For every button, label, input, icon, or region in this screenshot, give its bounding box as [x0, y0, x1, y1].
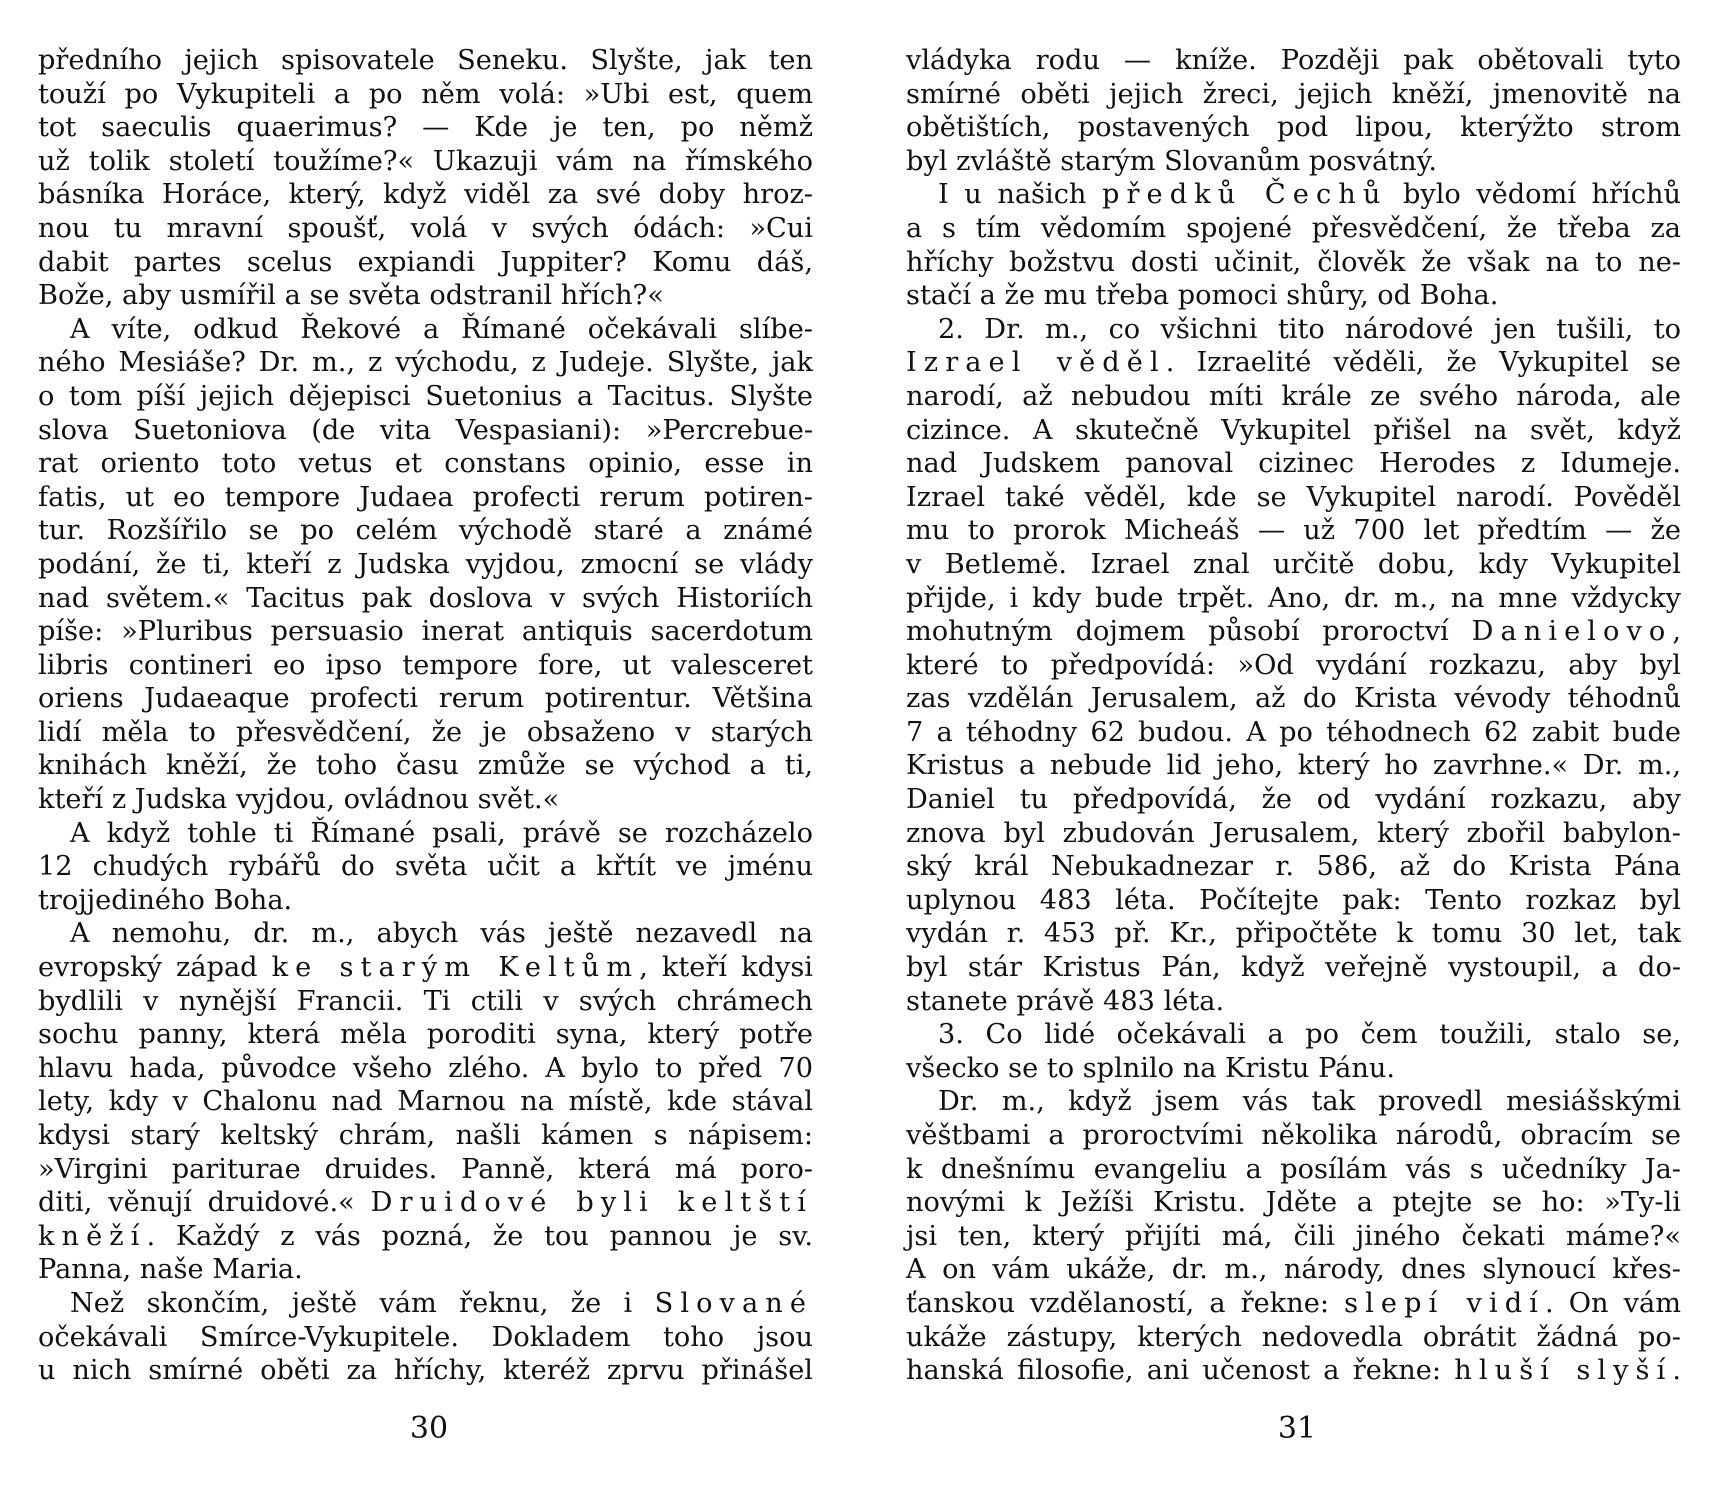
text-segment: Daniel tu předpovídá, že od vydání rozkazu, aby: [906, 784, 1681, 816]
text-segment: nad Judskem panoval cizinec Herodes z Idumeje.: [906, 448, 1681, 480]
right-text-line: [906, 850, 1681, 884]
text-segment: vydán r. 453 př. Kr., připočtěte k tomu 30 let, tak: [906, 918, 1681, 950]
text-segment: píše: »Pluribus persuasio inerat antiquis sacerdotum: [38, 616, 813, 648]
text-segment: mohutným dojmem působí proroctví: [906, 616, 1472, 648]
text-segment: touží po Vykupiteli a po něm volá: »Ubi est, quem: [38, 78, 813, 110]
left-text-line: [38, 817, 813, 851]
right-page-text: [906, 44, 1681, 1388]
text-segment: fatis, ut eo tempore Judaea profecti rerum potiren-: [38, 481, 813, 513]
text-segment: ,: [1672, 616, 1681, 648]
text-segment: . Každý z vás pozná, že tou pannou je sv.: [146, 1220, 813, 1252]
right-text-line: [906, 1321, 1681, 1355]
right-text-line: [906, 346, 1681, 380]
left-text-line: [38, 1085, 813, 1119]
text-segment: jsi ten, který přijíti má, čili jiného čekati máme?«: [906, 1220, 1681, 1252]
right-text-line: [906, 1253, 1681, 1287]
spaced-emphasis-text: Danielovo: [1471, 616, 1673, 648]
left-text-line: [38, 917, 813, 951]
right-text-line: [906, 1153, 1681, 1187]
text-segment: diti, věnují druidové.«: [38, 1187, 371, 1219]
text-segment: Kristus a nebude lid jeho, který ho zavrhne.« Dr. m.,: [906, 750, 1681, 782]
right-text-line: [906, 145, 1681, 179]
left-text-line: [38, 414, 813, 448]
right-text-line: [906, 1220, 1681, 1254]
text-segment: kteří z Judska vyjdou, ovládnou svět.«: [38, 784, 560, 816]
text-segment: vládyka rodu — kníže. Později pak obětovali tyto: [906, 45, 1681, 76]
right-text-line: [906, 212, 1681, 246]
text-segment: očekávali Smírce-Vykupitele. Dokladem toho jsou: [38, 1321, 813, 1353]
text-segment: k dnešnímu evangeliu a posílám vás s učedníky Ja-: [906, 1153, 1681, 1185]
text-segment: lidí měla to přesvědčení, že je obsaženo v starých: [38, 716, 813, 748]
page-number-left: 30: [409, 1411, 449, 1446]
right-text-line: [906, 615, 1681, 649]
text-segment: A on vám ukáže, dr. m., národy, dnes slynoucí křes-: [906, 1254, 1681, 1286]
right-text-line: [906, 1354, 1681, 1388]
text-segment: v Betlemě. Izrael znal určitě dobu, kdy Vykupitel: [906, 548, 1681, 580]
text-segment: hanská filosofie, ani učenost a řekne:: [906, 1355, 1455, 1387]
text-segment: znova byl zbudován Jerusalem, který zbořil babylon-: [906, 817, 1681, 849]
text-segment: smírné oběti jejich žreci, jejich kněží, jmenovitě na: [906, 78, 1681, 110]
spaced-emphasis-text: hluší slyší: [1454, 1355, 1673, 1387]
left-text-line: [38, 145, 813, 179]
left-text-line: [38, 1153, 813, 1187]
spaced-emphasis-text: slepí vidí: [1344, 1287, 1545, 1319]
text-segment: kdysi starý keltský chrám, našli kámen s nápisem:: [38, 1120, 813, 1151]
left-text-line: [38, 682, 813, 716]
text-segment: ťanskou vzdělaností, a řekne:: [906, 1287, 1345, 1319]
right-text-line: [906, 716, 1681, 750]
left-text-line: [38, 1321, 813, 1355]
right-text-line: [906, 246, 1681, 280]
left-text-line: [38, 481, 813, 515]
spaced-emphasis-text: kněží: [38, 1220, 147, 1252]
right-text-line: [906, 111, 1681, 145]
text-segment: libris contineri eo ipso tempore fore, ut valesceret: [38, 649, 813, 681]
left-text-line: [38, 212, 813, 246]
text-segment: a s tím vědomím spojené přesvědčení, že třeba za: [906, 212, 1681, 244]
right-text-line: [906, 178, 1681, 212]
text-segment: všecko se to splnilo na Kristu Pánu.: [906, 1052, 1396, 1084]
text-segment: předního jejich spisovatele Seneku. Slyšte, jak ten: [38, 45, 813, 76]
text-segment: Panna, naše Maria.: [38, 1254, 303, 1286]
left-text-line: [38, 514, 813, 548]
left-page-text: [38, 44, 813, 1388]
spaced-emphasis-text: ke starým Keltům: [271, 952, 640, 984]
text-segment: cizince. A skutečně Vykupitel přišel na svět, když: [906, 414, 1681, 446]
text-segment: byl stár Kristus Pán, když veřejně vystoupil, a do-: [906, 952, 1681, 984]
right-text-line: [906, 279, 1681, 313]
text-segment: tot saeculis quaerimus? — Kde je ten, po němž: [38, 112, 813, 144]
left-text-line: [38, 1186, 813, 1220]
text-segment: věštbami a proroctvími několika národů, obracím se: [906, 1120, 1681, 1151]
left-text-line: [38, 346, 813, 380]
spaced-emphasis-text: Izrael věděl: [906, 347, 1166, 379]
spaced-emphasis-text: Druidové byli keltští: [370, 1187, 813, 1219]
right-text-line: [906, 1052, 1681, 1086]
text-segment: lety, kdy v Chalonu nad Marnou na místě, kde stával: [38, 1086, 813, 1118]
text-segment: A nemohu, dr. m., abych vás ještě nezavedl na: [70, 918, 813, 950]
left-text-line: [38, 279, 813, 313]
right-text-line: [906, 682, 1681, 716]
text-segment: stačí a že mu třeba pomoci shůry, od Boha.: [906, 280, 1499, 312]
text-segment: u nich smírné oběti za hříchy, kteréž zprvu přinášel: [38, 1355, 813, 1387]
left-text-line: [38, 649, 813, 683]
left-text-line: [38, 1287, 813, 1321]
text-segment: ský král Nebukadnezar r. 586, až do Krista Pána: [906, 851, 1681, 883]
left-text-line: [38, 246, 813, 280]
text-segment: 2. Dr. m., co všichni tito národové jen tušili, to: [938, 313, 1681, 345]
text-segment: obětištích, postavených pod lipou, kterýžto strom: [906, 112, 1681, 144]
right-text-line: [906, 817, 1681, 851]
text-segment: dabit partes scelus expiandi Juppiter? Komu dáš,: [38, 246, 813, 278]
text-segment: o tom píší jejich dějepisci Suetonius a Tacitus. Slyšte: [38, 380, 813, 412]
text-segment: narodí, až nebudou míti krále ze svého národa, ale: [906, 380, 1681, 412]
spaced-emphasis-text: předků Čechů: [1101, 179, 1388, 211]
text-segment: I u našich: [938, 179, 1102, 211]
text-segment: nad světem.« Tacitus pak doslova v svých Historiích: [38, 582, 813, 614]
text-segment: rat oriento toto vetus et constans opinio, esse in: [38, 448, 813, 480]
text-segment: »Virgini pariturae druides. Panně, která má poro-: [38, 1153, 813, 1185]
text-segment: Dr. m., když jsem vás tak provedl mesiášskými: [938, 1086, 1681, 1118]
left-text-line: [38, 1354, 813, 1388]
left-text-line: [38, 884, 813, 918]
text-segment: hříchy božstvu dosti učinit, člověk že však na to ne-: [906, 246, 1681, 278]
text-segment: přijde, i kdy bude trpět. Ano, dr. m., na mne vždycky: [906, 582, 1681, 614]
right-text-line: [906, 951, 1681, 985]
text-segment: hlavu hada, původce všeho zlého. A bylo to před 70: [38, 1052, 813, 1084]
text-segment: oriens Judaeaque profecti rerum potirentur. Většina: [38, 683, 813, 715]
text-segment: Než skončím, ještě vám řeknu, že i: [70, 1287, 655, 1319]
right-text-line: [906, 1186, 1681, 1220]
text-segment: knihách kněží, že toho času zmůže se východ a ti,: [38, 750, 813, 782]
right-text-line: [906, 1119, 1681, 1153]
right-text-line: [906, 447, 1681, 481]
text-segment: mu to prorok Micheáš — už 700 let předtím — že: [906, 515, 1681, 547]
left-text-line: [38, 178, 813, 212]
text-segment: ného Mesiáše? Dr. m., z východu, z Judeje. Slyšte, jak: [38, 347, 813, 379]
right-text-line: [906, 884, 1681, 918]
right-text-line: [906, 44, 1681, 78]
text-segment: nou tu mravní spoušť, volá v svých ódách: »Cui: [38, 212, 813, 244]
text-segment: evropský západ: [38, 952, 272, 984]
left-text-line: [38, 582, 813, 616]
left-text-line: [38, 548, 813, 582]
left-text-line: [38, 716, 813, 750]
right-text-line: [906, 481, 1681, 515]
page-number-right: 31: [1277, 1411, 1317, 1446]
left-text-line: [38, 1052, 813, 1086]
right-text-line: [906, 985, 1681, 1019]
text-segment: . On vám: [1544, 1287, 1681, 1319]
left-text-line: [38, 380, 813, 414]
left-text-line: [38, 615, 813, 649]
left-text-line: [38, 44, 813, 78]
right-text-line: [906, 783, 1681, 817]
text-segment: bylo vědomí hříchů: [1387, 179, 1681, 211]
text-segment: Bože, aby usmířil a se světa odstranil hřích?«: [38, 280, 664, 312]
left-text-line: [38, 1018, 813, 1052]
right-text-line: [906, 582, 1681, 616]
right-text-line: [906, 917, 1681, 951]
text-segment: 3. Co lidé očekávali a po čem toužili, stalo se,: [938, 1019, 1681, 1051]
left-text-line: [38, 1253, 813, 1287]
left-text-line: [38, 783, 813, 817]
right-text-line: [906, 1018, 1681, 1052]
text-segment: uplynou 483 léta. Počítejte pak: Tento rozkaz byl: [906, 884, 1681, 916]
right-text-line: [906, 380, 1681, 414]
text-segment: .: [1672, 1355, 1681, 1387]
book-spine: [859, 0, 860, 1500]
text-segment: básníka Horáce, který, když viděl za své doby hroz-: [38, 179, 813, 211]
text-segment: ukáže zástupy, kterých nedovedla obrátit žádná po-: [906, 1321, 1681, 1353]
right-text-line: [906, 1085, 1681, 1119]
text-segment: . Izraelité věděli, že Vykupitel se: [1165, 347, 1682, 379]
text-segment: už tolik století toužíme?« Ukazuji vám na římského: [38, 145, 813, 177]
text-segment: A když tohle ti Římané psali, právě se rozcházelo: [70, 817, 813, 849]
left-text-line: [38, 951, 813, 985]
left-text-line: [38, 313, 813, 347]
text-segment: sochu panny, která měla poroditi syna, který potře: [38, 1019, 813, 1051]
text-segment: Izrael také věděl, kde se Vykupitel narodí. Pověděl: [906, 481, 1681, 513]
right-text-line: [906, 749, 1681, 783]
right-text-line: [906, 1287, 1681, 1321]
right-text-line: [906, 649, 1681, 683]
right-text-line: [906, 548, 1681, 582]
text-segment: 12 chudých rybářů do světa učit a křtít ve jménu: [38, 851, 813, 883]
text-segment: tur. Rozšířilo se po celém východě staré a známé: [38, 515, 813, 547]
text-segment: bydlili v nynější Francii. Ti ctili v svých chrámech: [38, 985, 813, 1017]
text-segment: 7 a téhodny 62 budou. A po téhodnech 62 zabit bude: [906, 716, 1681, 748]
left-text-line: [38, 111, 813, 145]
text-segment: slova Suetoniova (de vita Vespasiani): »Percrebue-: [38, 414, 813, 446]
text-segment: , kteří kdysi: [639, 952, 813, 984]
left-text-line: [38, 1220, 813, 1254]
text-segment: které to předpovídá: »Od vydání rozkazu, aby byl: [906, 649, 1681, 681]
left-text-line: [38, 985, 813, 1019]
right-text-line: [906, 414, 1681, 448]
spaced-emphasis-text: Slované: [654, 1287, 813, 1319]
right-text-line: [906, 514, 1681, 548]
right-text-line: [906, 78, 1681, 112]
text-segment: stanete právě 483 léta.: [906, 985, 1225, 1017]
text-segment: novými k Ježíši Kristu. Jděte a ptejte se ho: »Ty-li: [906, 1187, 1681, 1219]
left-text-line: [38, 850, 813, 884]
right-text-line: [906, 313, 1681, 347]
text-segment: trojjediného Boha.: [38, 884, 293, 916]
left-text-line: [38, 447, 813, 481]
left-text-line: [38, 78, 813, 112]
text-segment: A víte, odkud Řekové a Římané očekávali slíbe-: [70, 313, 813, 345]
left-text-line: [38, 1119, 813, 1153]
left-text-line: [38, 749, 813, 783]
text-segment: byl zvláště starým Slovanům posvátný.: [906, 145, 1437, 177]
text-segment: podání, že ti, kteří z Judska vyjdou, zmocní se vlády: [38, 548, 813, 580]
text-segment: zas vzdělán Jerusalem, až do Krista vévody téhodnů: [906, 683, 1681, 715]
